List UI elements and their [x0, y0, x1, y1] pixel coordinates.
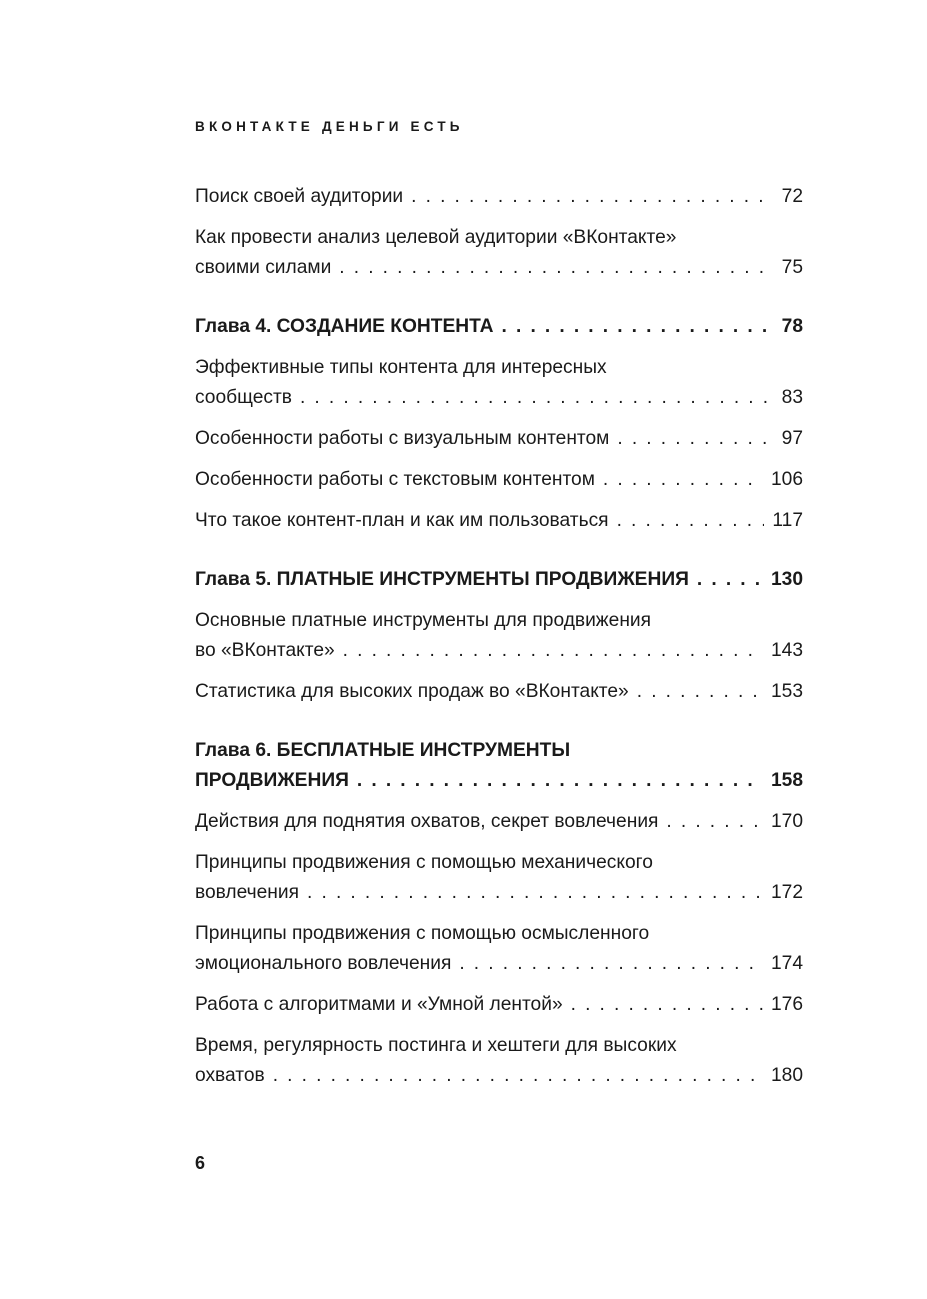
- leader-dots: [697, 565, 763, 595]
- toc-page-number: 176: [770, 994, 803, 1015]
- toc-entry-title: Поиск своей аудитории: [195, 186, 404, 207]
- toc-page-number: 180: [770, 1065, 803, 1086]
- toc-entry-title: Принципы продвижения с помощью осмысленного: [195, 923, 650, 944]
- toc-entry-title: Эффективные типы контента для интересных: [195, 357, 607, 378]
- toc-page-number: 174: [770, 953, 803, 974]
- toc-entry-title: Время, регулярность постинга и хештеги для высоких: [195, 1035, 677, 1056]
- toc-chapter-title: Глава 5. ПЛАТНЫЕ ИНСТРУМЕНТЫ ПРОДВИЖЕНИЯ: [195, 569, 689, 590]
- toc-page-number: 153: [770, 681, 803, 702]
- toc-entry-title: Особенности работы с визуальным контентом: [195, 428, 610, 449]
- toc-entry-title: Действия для поднятия охватов, секрет вовлечения: [195, 811, 659, 832]
- toc-entry-title: Принципы продвижения с помощью механического: [195, 852, 653, 873]
- toc-entry-title-cont: эмоционального вовлечения: [195, 953, 452, 974]
- page-number-folio: 6: [195, 1153, 206, 1173]
- table-of-contents: [195, 182, 803, 1091]
- toc-page-number: 106: [770, 469, 803, 490]
- toc-entry: [195, 677, 803, 707]
- toc-chapter-title: Глава 6. БЕСПЛАТНЫЕ ИНСТРУМЕНТЫ: [195, 740, 571, 761]
- toc-entry: [195, 506, 803, 536]
- leader-dots: [357, 766, 763, 796]
- toc-chapter: [195, 736, 803, 796]
- toc-entry: [195, 1031, 803, 1091]
- leader-dots: [339, 253, 773, 283]
- toc-entry-title-cont: охватов: [195, 1065, 265, 1086]
- leader-dots: [300, 383, 774, 413]
- leader-dots: [343, 636, 763, 666]
- toc-chapter-title: Глава 4. СОЗДАНИЕ КОНТЕНТА: [195, 316, 494, 337]
- toc-entry-title: Как провести анализ целевой аудитории «ВКонтакте»: [195, 227, 677, 248]
- toc-entry-title-cont: вовлечения: [195, 882, 300, 903]
- running-head: ВКОНТАКТЕ ДЕНЬГИ ЕСТЬ: [195, 119, 464, 134]
- leader-dots: [603, 465, 763, 495]
- toc-page-number: 158: [770, 770, 803, 791]
- leader-dots: [617, 424, 773, 454]
- toc-page-number: 97: [781, 428, 803, 449]
- toc-entry-title-cont: во «ВКонтакте»: [195, 640, 335, 661]
- toc-entry: [195, 353, 803, 413]
- leader-dots: [617, 506, 765, 536]
- toc-chapter: [195, 565, 803, 595]
- leader-dots: [411, 182, 774, 212]
- toc-entry: [195, 182, 803, 212]
- leader-dots: [459, 949, 763, 979]
- toc-entry: [195, 807, 803, 837]
- toc-page-number: 172: [770, 882, 803, 903]
- leader-dots: [571, 990, 763, 1020]
- toc-entry: [195, 606, 803, 666]
- toc-entry-title-cont: своими силами: [195, 257, 332, 278]
- toc-page-number: 130: [770, 569, 803, 590]
- toc-page-number: 72: [781, 186, 803, 207]
- leader-dots: [307, 878, 763, 908]
- toc-entry: [195, 990, 803, 1020]
- leader-dots: [273, 1061, 763, 1091]
- toc-entry: [195, 848, 803, 908]
- toc-page-number: 75: [781, 257, 803, 278]
- toc-page-number: 83: [781, 387, 803, 408]
- toc-page-number: 143: [770, 640, 803, 661]
- toc-chapter: [195, 312, 803, 342]
- toc-page-number: 78: [781, 316, 803, 337]
- toc-entry-title: Что такое контент-план и как им пользоваться: [195, 510, 609, 531]
- toc-entry-title: Основные платные инструменты для продвижения: [195, 610, 652, 631]
- toc-page-number: 170: [770, 811, 803, 832]
- toc-entry: [195, 223, 803, 283]
- toc-chapter-title-cont: ПРОДВИЖЕНИЯ: [195, 770, 349, 791]
- toc-entry-title: Особенности работы с текстовым контентом: [195, 469, 595, 490]
- toc-entry-title: Работа с алгоритмами и «Умной лентой»: [195, 994, 563, 1015]
- leader-dots: [666, 807, 763, 837]
- toc-page-number: 117: [772, 510, 803, 531]
- toc-entry: [195, 465, 803, 495]
- toc-entry: [195, 424, 803, 454]
- toc-entry-title: Статистика для высоких продаж во «ВКонтакте»: [195, 681, 629, 702]
- toc-entry: [195, 919, 803, 979]
- leader-dots: [637, 677, 763, 707]
- leader-dots: [502, 312, 774, 342]
- toc-entry-title-cont: сообществ: [195, 387, 292, 408]
